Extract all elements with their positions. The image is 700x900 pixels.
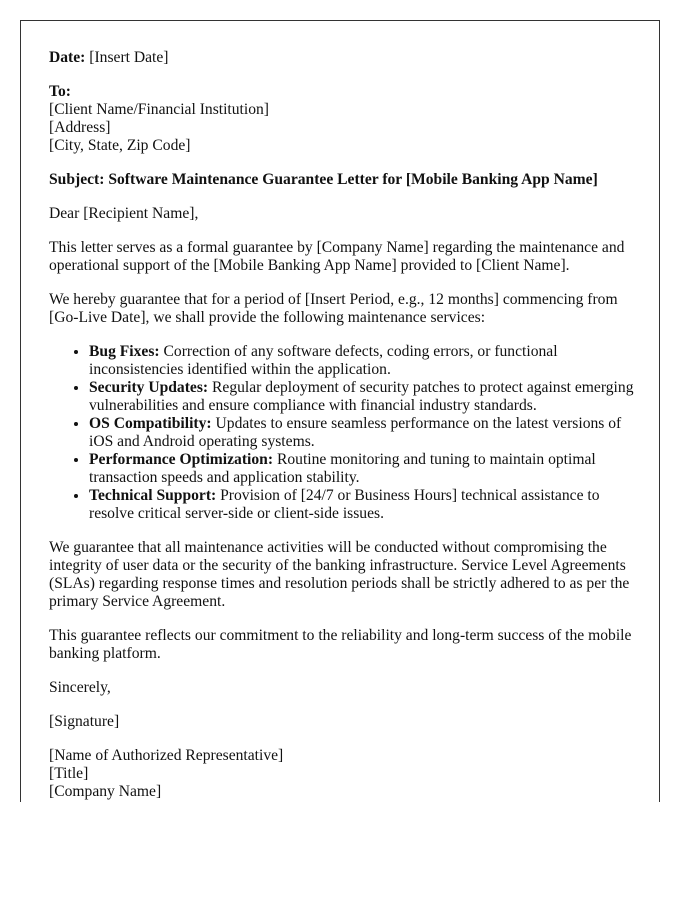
signatory-title: [Title] xyxy=(49,765,89,782)
signature-placeholder: [Signature] xyxy=(49,713,120,730)
service-item xyxy=(89,487,639,523)
service-text: Routine monitoring and tuning to maintain optimal transaction speeds and application stability. xyxy=(89,451,596,486)
service-item xyxy=(89,343,639,379)
service-text: Provision of [24/7 or Business Hours] technical assistance to resolve critical server-side or client-side issues. xyxy=(89,487,600,522)
letter-document xyxy=(49,49,639,802)
letter-frame xyxy=(20,20,660,802)
valediction: Sincerely, xyxy=(49,679,111,696)
recipient-address: [Address] xyxy=(49,119,111,136)
service-text: Regular deployment of security patches to protect against emerging vulnerabilities and ensure compliance with financial industry standards. xyxy=(89,379,634,414)
signatory-company: [Company Name] xyxy=(49,783,162,800)
recipient-city: [City, State, Zip Code] xyxy=(49,137,191,154)
signatory-block xyxy=(49,747,639,801)
signatory-name: [Name of Authorized Representative] xyxy=(49,747,284,764)
service-text: Correction of any software defects, coding errors, or functional inconsistencies identified within the application. xyxy=(89,343,558,378)
subject-text: Subject: Software Maintenance Guarantee Letter for [Mobile Banking App Name] xyxy=(49,171,598,188)
salutation: Dear [Recipient Name], xyxy=(49,205,199,222)
service-item xyxy=(89,415,639,451)
recipient-name: [Client Name/Financial Institution] xyxy=(49,101,270,118)
services-list xyxy=(49,343,639,523)
service-title: Performance Optimization: xyxy=(89,451,274,468)
service-item xyxy=(89,451,639,487)
service-text: Updates to ensure seamless performance on the latest versions of iOS and Android operating systems. xyxy=(89,415,622,450)
intro-paragraph: This letter serves as a formal guarantee by [Company Name] regarding the maintenance and operational support of the [Mobile Banking App Name] provided to [Client Name]. xyxy=(49,239,625,274)
recipient-block xyxy=(49,83,639,155)
date-value: [Insert Date] xyxy=(85,49,169,66)
subject-line xyxy=(49,171,639,189)
service-item xyxy=(89,379,639,415)
date-label: Date: xyxy=(49,49,86,66)
date-line xyxy=(49,49,639,67)
period-paragraph: We hereby guarantee that for a period of [Insert Period, e.g., 12 months] commencing from [Go-Live Date], we shall provide the following maintenance services: xyxy=(49,291,618,326)
commitment-paragraph: We guarantee that all maintenance activities will be conducted without compromising the integrity of user data or the security of the banking infrastructure. Service Level Agreements (SLAs) regarding response times and resolution periods shall be strictly adhered to as per the primary Service Agreement. xyxy=(49,539,630,610)
service-title: Bug Fixes: xyxy=(89,343,160,360)
service-title: Technical Support: xyxy=(89,487,217,504)
service-title: Security Updates: xyxy=(89,379,209,396)
to-label: To: xyxy=(49,83,71,100)
closing-paragraph: This guarantee reflects our commitment to the reliability and long-term success of the mobile banking platform. xyxy=(49,627,632,662)
service-title: OS Compatibility: xyxy=(89,415,212,432)
